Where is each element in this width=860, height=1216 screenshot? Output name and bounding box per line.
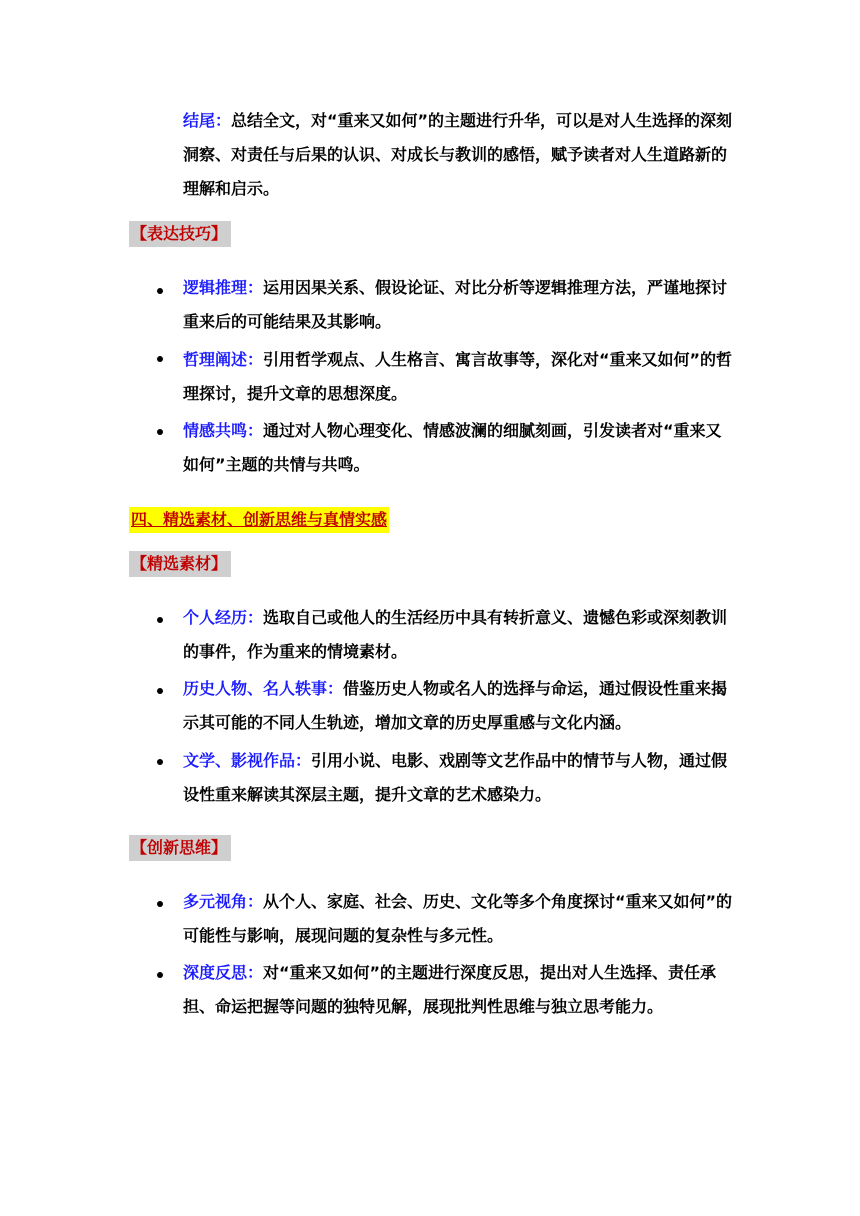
list-item-term: 历史人物、名人轶事： bbox=[183, 679, 344, 698]
bullet-icon bbox=[157, 288, 163, 294]
bullet-icon bbox=[157, 972, 163, 978]
list-item-term: 深度反思： bbox=[183, 963, 264, 982]
ending-text: 总结全文，对“重来又如何”的主题进行升华，可以是对人生选择的深刻洞察、对责任与后果的认识、对成长与教训的感悟，赋予读者对人生道路新的理解和启示。 bbox=[183, 111, 733, 198]
bullet-icon bbox=[157, 901, 163, 907]
thinking-heading: 【创新思维】 bbox=[129, 835, 231, 861]
list-item-body: 运用因果关系、假设论证、对比分析等逻辑推理方法，严谨地探讨重来后的可能结果及其影响。 bbox=[183, 278, 728, 331]
list-item-body: 选取自己或他人的生活经历中具有转折意义、遗憾色彩或深刻教训的事件，作为重来的情境素材。 bbox=[183, 608, 728, 661]
list-item-text bbox=[183, 414, 735, 482]
list-item-text bbox=[183, 672, 735, 740]
bullet-icon bbox=[157, 429, 163, 435]
materials-heading: 【精选素材】 bbox=[129, 551, 231, 577]
ending-term: 结尾： bbox=[183, 111, 232, 130]
list-item-text bbox=[183, 956, 735, 1024]
list-item-text bbox=[183, 343, 735, 411]
list-item-body: 引用小说、电影、戏剧等文艺作品中的情节与人物，通过假设性重来解读其深层主题，提升文章的艺术感染力。 bbox=[183, 751, 728, 804]
skills-heading: 【表达技巧】 bbox=[129, 221, 231, 247]
list-item-term: 文学、影视作品： bbox=[183, 751, 312, 770]
list-item-text bbox=[183, 271, 735, 339]
list-item-term: 逻辑推理： bbox=[183, 278, 264, 297]
bullet-icon bbox=[157, 617, 163, 623]
section-heading: 四、精选素材、创新思维与真情实感 bbox=[129, 507, 389, 533]
list-item-text bbox=[183, 885, 735, 953]
list-item-body: 借鉴历史人物或名人的选择与命运，通过假设性重来揭示其可能的不同人生轨迹，增加文章的历史厚重感与文化内涵。 bbox=[183, 679, 728, 732]
bullet-icon bbox=[157, 356, 163, 362]
bullet-icon bbox=[157, 759, 163, 765]
list-item-term: 个人经历： bbox=[183, 608, 264, 627]
bullet-icon bbox=[157, 688, 163, 694]
ending-paragraph bbox=[183, 104, 735, 206]
list-item-term: 哲理阐述： bbox=[183, 350, 264, 369]
list-item-term: 情感共鸣： bbox=[183, 421, 264, 440]
list-item-body: 通过对人物心理变化、情感波澜的细腻刻画，引发读者对“重来又如何”主题的共情与共鸣。 bbox=[183, 421, 722, 474]
list-item-term: 多元视角： bbox=[183, 892, 264, 911]
list-item-body: 引用哲学观点、人生格言、寓言故事等，深化对“重来又如何”的哲理探讨，提升文章的思想深度。 bbox=[183, 350, 733, 403]
list-item-text bbox=[183, 744, 735, 812]
list-item-text bbox=[183, 601, 735, 669]
list-item-body: 从个人、家庭、社会、历史、文化等多个角度探讨“重来又如何”的可能性与影响，展现问题的复杂性与多元性。 bbox=[183, 892, 733, 945]
list-item-body: 对“重来又如何”的主题进行深度反思，提出对人生选择、责任承担、命运把握等问题的独特见解，展现批判性思维与独立思考能力。 bbox=[183, 963, 717, 1016]
